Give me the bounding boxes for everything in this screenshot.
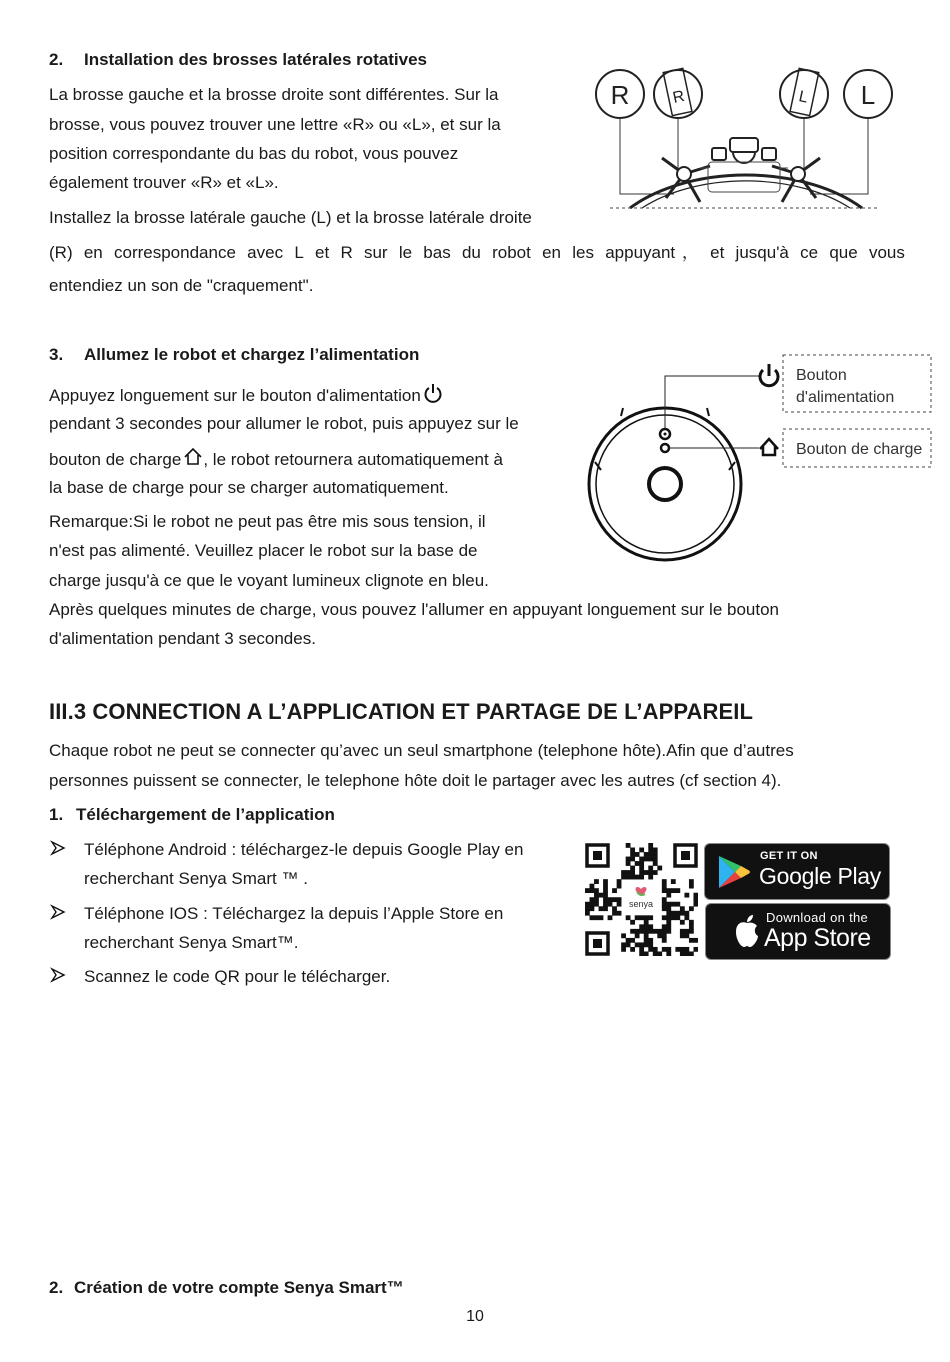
qr-module bbox=[648, 857, 653, 862]
qr-module bbox=[648, 947, 653, 952]
qr-module bbox=[666, 947, 671, 952]
qr-module bbox=[693, 947, 698, 952]
qr-module bbox=[653, 947, 658, 952]
remark-line: n'est pas alimenté. Veuillez placer le robot sur la base de bbox=[49, 541, 478, 560]
qr-module bbox=[621, 933, 626, 938]
section-2-text-line: entendiez un son de "craquement". bbox=[49, 276, 314, 295]
qr-module bbox=[671, 879, 676, 884]
qr-module bbox=[662, 933, 667, 938]
qr-module bbox=[639, 951, 644, 956]
qr-module bbox=[662, 947, 667, 952]
page-number: 10 bbox=[466, 1308, 484, 1325]
qr-module bbox=[684, 893, 689, 898]
qr-module bbox=[644, 929, 649, 934]
qr-module bbox=[644, 924, 649, 929]
qr-module bbox=[689, 938, 694, 943]
brush-letter: R bbox=[610, 80, 630, 110]
qr-module bbox=[657, 929, 662, 934]
qr-module bbox=[585, 888, 590, 893]
qr-module bbox=[599, 906, 604, 911]
qr-module bbox=[680, 911, 685, 916]
qr-module bbox=[644, 857, 649, 862]
qr-module bbox=[617, 911, 622, 916]
qr-module bbox=[662, 938, 667, 943]
qr-module bbox=[657, 866, 662, 871]
qr-module bbox=[648, 915, 653, 920]
qr-module bbox=[639, 870, 644, 875]
qr-module bbox=[612, 911, 617, 916]
qr-module bbox=[590, 915, 595, 920]
qr-module bbox=[635, 852, 640, 857]
qr-module bbox=[617, 897, 622, 902]
intro-line: Chaque robot ne peut se connecter qu’avec un seul smartphone (telephone hôte).Afin que d’autres bbox=[49, 741, 794, 760]
qr-module bbox=[603, 902, 608, 907]
intro-line: personnes puissent se connecter, le telephone hôte doit le partager avec les autres (cf section 4). bbox=[49, 771, 782, 790]
qr-module bbox=[662, 929, 667, 934]
qr-module bbox=[671, 902, 676, 907]
qr-module bbox=[675, 902, 680, 907]
qr-module bbox=[585, 911, 590, 916]
qr-module bbox=[662, 888, 667, 893]
qr-module bbox=[680, 951, 685, 956]
subsection-2-heading: 2. Création de votre compte Senya Smart™ bbox=[49, 1278, 404, 1297]
qr-module bbox=[671, 888, 676, 893]
home-charge-icon bbox=[183, 447, 203, 467]
qr-module bbox=[662, 906, 667, 911]
qr-module bbox=[653, 929, 658, 934]
qr-module bbox=[639, 929, 644, 934]
qr-module bbox=[626, 861, 631, 866]
qr-code[interactable] bbox=[585, 843, 698, 956]
qr-module bbox=[626, 915, 631, 920]
qr-module bbox=[684, 915, 689, 920]
qr-module bbox=[671, 915, 676, 920]
qr-module bbox=[648, 852, 653, 857]
qr-module bbox=[644, 942, 649, 947]
google-play-small-text: GET IT ON bbox=[760, 850, 818, 862]
qr-module bbox=[630, 857, 635, 862]
section-3-text-line: pendant 3 secondes pour allumer le robot, puis appuyez sur le bbox=[49, 414, 519, 433]
qr-module bbox=[626, 843, 631, 848]
qr-module bbox=[680, 933, 685, 938]
qr-module bbox=[666, 902, 671, 907]
qr-module bbox=[630, 938, 635, 943]
qr-module bbox=[666, 893, 671, 898]
power-button-callout: d'alimentation bbox=[796, 389, 895, 406]
qr-module bbox=[612, 906, 617, 911]
section-3-text-line: Appuyez longuement sur le bouton d'alimentation bbox=[49, 383, 443, 407]
arrowhead-bullet-icon bbox=[50, 904, 66, 925]
qr-module bbox=[635, 875, 640, 880]
qr-module bbox=[599, 915, 604, 920]
qr-module bbox=[684, 933, 689, 938]
qr-module bbox=[684, 947, 689, 952]
qr-module bbox=[639, 915, 644, 920]
qr-module bbox=[662, 884, 667, 889]
justified-line: (R) en correspondance avec L et R sur le bas du robot en les appuyant ， et jusqu'à ce que vous bbox=[49, 243, 905, 262]
qr-module bbox=[644, 951, 649, 956]
app-store-small-text: Download on the bbox=[766, 910, 869, 925]
charge-button-callout: Bouton de charge bbox=[796, 441, 923, 458]
qr-module bbox=[626, 875, 631, 880]
remark-line: Après quelques minutes de charge, vous pouvez l'allumer en appuyant longuement sur le bouton bbox=[49, 600, 779, 619]
qr-module bbox=[657, 933, 662, 938]
qr-module bbox=[626, 942, 631, 947]
qr-module bbox=[653, 870, 658, 875]
qr-module bbox=[666, 929, 671, 934]
qr-module bbox=[675, 888, 680, 893]
qr-module bbox=[585, 902, 590, 907]
qr-module bbox=[653, 848, 658, 853]
qr-module bbox=[617, 879, 622, 884]
qr-module bbox=[693, 897, 698, 902]
qr-module bbox=[639, 866, 644, 871]
qr-module bbox=[585, 906, 590, 911]
qr-module bbox=[626, 857, 631, 862]
qr-module bbox=[603, 906, 608, 911]
qr-module bbox=[639, 861, 644, 866]
qr-module bbox=[689, 906, 694, 911]
power-button-callout: Bouton bbox=[796, 367, 847, 384]
qr-module bbox=[675, 915, 680, 920]
qr-module bbox=[689, 884, 694, 889]
qr-module bbox=[639, 875, 644, 880]
google-play-badge[interactable] bbox=[704, 843, 890, 900]
section-3-text-line: bouton de charge , le robot retournera automatiquement à bbox=[49, 447, 503, 471]
qr-module bbox=[621, 942, 626, 947]
qr-module bbox=[675, 947, 680, 952]
qr-module bbox=[648, 848, 653, 853]
qr-module bbox=[630, 947, 635, 952]
robot-top-diagram bbox=[585, 350, 940, 570]
qr-module bbox=[639, 924, 644, 929]
qr-module bbox=[603, 879, 608, 884]
qr-module bbox=[648, 938, 653, 943]
arrowhead-bullet-icon bbox=[50, 967, 66, 988]
remark-line: charge jusqu'à ce que le voyant lumineux clignote en bleu. bbox=[49, 571, 489, 590]
qr-module bbox=[608, 915, 613, 920]
qr-module bbox=[666, 924, 671, 929]
subsection-1-heading: 1. Téléchargement de l’application bbox=[49, 805, 335, 824]
qr-module bbox=[617, 902, 622, 907]
qr-module bbox=[666, 906, 671, 911]
qr-module bbox=[657, 951, 662, 956]
brush-letter: L bbox=[797, 88, 810, 107]
qr-module bbox=[630, 929, 635, 934]
qr-module bbox=[639, 857, 644, 862]
qr-module bbox=[630, 920, 635, 925]
qr-module bbox=[653, 857, 658, 862]
qr-module bbox=[648, 870, 653, 875]
qr-module bbox=[608, 902, 613, 907]
qr-module bbox=[662, 897, 667, 902]
qr-module bbox=[648, 929, 653, 934]
qr-module bbox=[666, 911, 671, 916]
qr-module bbox=[635, 942, 640, 947]
qr-module bbox=[675, 911, 680, 916]
qr-module bbox=[612, 888, 617, 893]
remark-line: Remarque:Si le robot ne peut pas être mis sous tension, il bbox=[49, 512, 486, 531]
qr-module bbox=[635, 861, 640, 866]
qr-module bbox=[594, 888, 599, 893]
qr-module bbox=[689, 951, 694, 956]
qr-module bbox=[635, 915, 640, 920]
brush-letter: L bbox=[860, 80, 876, 110]
qr-module bbox=[648, 843, 653, 848]
qr-module bbox=[639, 848, 644, 853]
qr-module bbox=[630, 848, 635, 853]
qr-module bbox=[635, 929, 640, 934]
power-icon bbox=[423, 383, 443, 403]
qr-logo-text: senya bbox=[628, 899, 654, 909]
qr-module bbox=[594, 915, 599, 920]
qr-module bbox=[693, 893, 698, 898]
apple-icon bbox=[732, 913, 762, 949]
section-3-text-line: la base de charge pour se charger automatiquement. bbox=[49, 478, 449, 497]
google-play-icon bbox=[715, 853, 753, 891]
justified-part: (R) bbox=[49, 243, 73, 262]
power-icon bbox=[760, 364, 778, 386]
qr-module bbox=[590, 902, 595, 907]
home-charge-icon bbox=[760, 439, 778, 455]
brush-letter: R bbox=[671, 87, 687, 107]
qr-module bbox=[653, 861, 658, 866]
qr-module bbox=[603, 888, 608, 893]
qr-module bbox=[603, 884, 608, 889]
qr-module bbox=[644, 920, 649, 925]
qr-module bbox=[662, 924, 667, 929]
qr-module bbox=[630, 870, 635, 875]
qr-module bbox=[671, 911, 676, 916]
qr-module bbox=[653, 951, 658, 956]
qr-module bbox=[630, 866, 635, 871]
qr-module bbox=[630, 852, 635, 857]
qr-module bbox=[635, 933, 640, 938]
qr-module bbox=[680, 906, 685, 911]
qr-module bbox=[648, 866, 653, 871]
qr-module bbox=[644, 938, 649, 943]
qr-module bbox=[648, 924, 653, 929]
section-2-text-line: également trouver «R» et «L». bbox=[49, 173, 279, 192]
qr-module bbox=[666, 915, 671, 920]
qr-module bbox=[621, 875, 626, 880]
qr-module bbox=[590, 897, 595, 902]
qr-module bbox=[594, 897, 599, 902]
qr-module bbox=[689, 929, 694, 934]
qr-module bbox=[689, 920, 694, 925]
qr-module bbox=[689, 879, 694, 884]
section-2-heading: 2. Installation des brosses latérales rotatives bbox=[49, 50, 427, 69]
qr-module bbox=[653, 852, 658, 857]
qr-module bbox=[603, 897, 608, 902]
bullet-text-line: Téléphone IOS : Téléchargez la depuis l’Apple Store en bbox=[84, 904, 504, 923]
qr-module bbox=[594, 893, 599, 898]
bullet-text-line: Téléphone Android : téléchargez-le depuis Google Play en bbox=[84, 840, 524, 859]
qr-module bbox=[666, 951, 671, 956]
qr-module bbox=[639, 947, 644, 952]
qr-module bbox=[603, 893, 608, 898]
qr-module bbox=[608, 897, 613, 902]
qr-module bbox=[612, 897, 617, 902]
remark-line: d'alimentation pendant 3 secondes. bbox=[49, 629, 316, 648]
qr-module bbox=[666, 920, 671, 925]
qr-module bbox=[684, 951, 689, 956]
section-iii3-heading: III.3 CONNECTION A L’APPLICATION ET PARTAGE DE L’APPAREIL bbox=[49, 699, 754, 724]
qr-module bbox=[648, 942, 653, 947]
qr-module bbox=[684, 929, 689, 934]
arrowhead-bullet-icon bbox=[50, 840, 66, 861]
qr-module bbox=[594, 902, 599, 907]
bullet-text-line: recherchant Senya Smart™. bbox=[84, 933, 299, 952]
section-2-text-line: La brosse gauche et la brosse droite sont différentes. Sur la bbox=[49, 85, 499, 104]
section-2-text-line: position correspondante du bas du robot, vous pouvez bbox=[49, 144, 459, 163]
qr-module bbox=[680, 947, 685, 952]
qr-module bbox=[644, 933, 649, 938]
qr-module bbox=[689, 924, 694, 929]
qr-module bbox=[680, 920, 685, 925]
qr-module bbox=[693, 902, 698, 907]
qr-module bbox=[648, 875, 653, 880]
qr-module bbox=[626, 870, 631, 875]
qr-module bbox=[599, 893, 604, 898]
qr-module bbox=[662, 902, 667, 907]
qr-module bbox=[644, 915, 649, 920]
bullet-text-line: Scannez le code QR pour le télécharger. bbox=[84, 967, 391, 986]
section-2-text-line: Installez la brosse latérale gauche (L) et la brosse latérale droite bbox=[49, 208, 532, 227]
app-store-badge[interactable] bbox=[705, 903, 891, 960]
section-2-text-line: brosse, vous pouvez trouver une lettre «R» ou «L», et sur la bbox=[49, 115, 501, 134]
section-3-heading: 3. Allumez le robot et chargez l’alimentation bbox=[49, 345, 420, 364]
qr-module bbox=[662, 879, 667, 884]
qr-module bbox=[662, 915, 667, 920]
qr-module bbox=[617, 884, 622, 889]
qr-module bbox=[644, 852, 649, 857]
section-2-text-line bbox=[49, 242, 905, 264]
qr-module bbox=[666, 888, 671, 893]
qr-module bbox=[639, 942, 644, 947]
qr-module bbox=[590, 888, 595, 893]
app-store-big-text: App Store bbox=[764, 924, 871, 952]
qr-module bbox=[644, 870, 649, 875]
qr-module bbox=[594, 879, 599, 884]
qr-module bbox=[693, 938, 698, 943]
qr-module bbox=[684, 911, 689, 916]
qr-module bbox=[590, 906, 595, 911]
qr-module bbox=[630, 875, 635, 880]
qr-module bbox=[621, 947, 626, 952]
qr-module bbox=[626, 938, 631, 943]
brush-diagram bbox=[590, 62, 900, 210]
google-play-big-text: Google Play bbox=[759, 863, 881, 889]
qr-module bbox=[680, 929, 685, 934]
bullet-text-line: recherchant Senya Smart ™ . bbox=[84, 869, 308, 888]
qr-module bbox=[590, 884, 595, 889]
qr-module bbox=[621, 870, 626, 875]
